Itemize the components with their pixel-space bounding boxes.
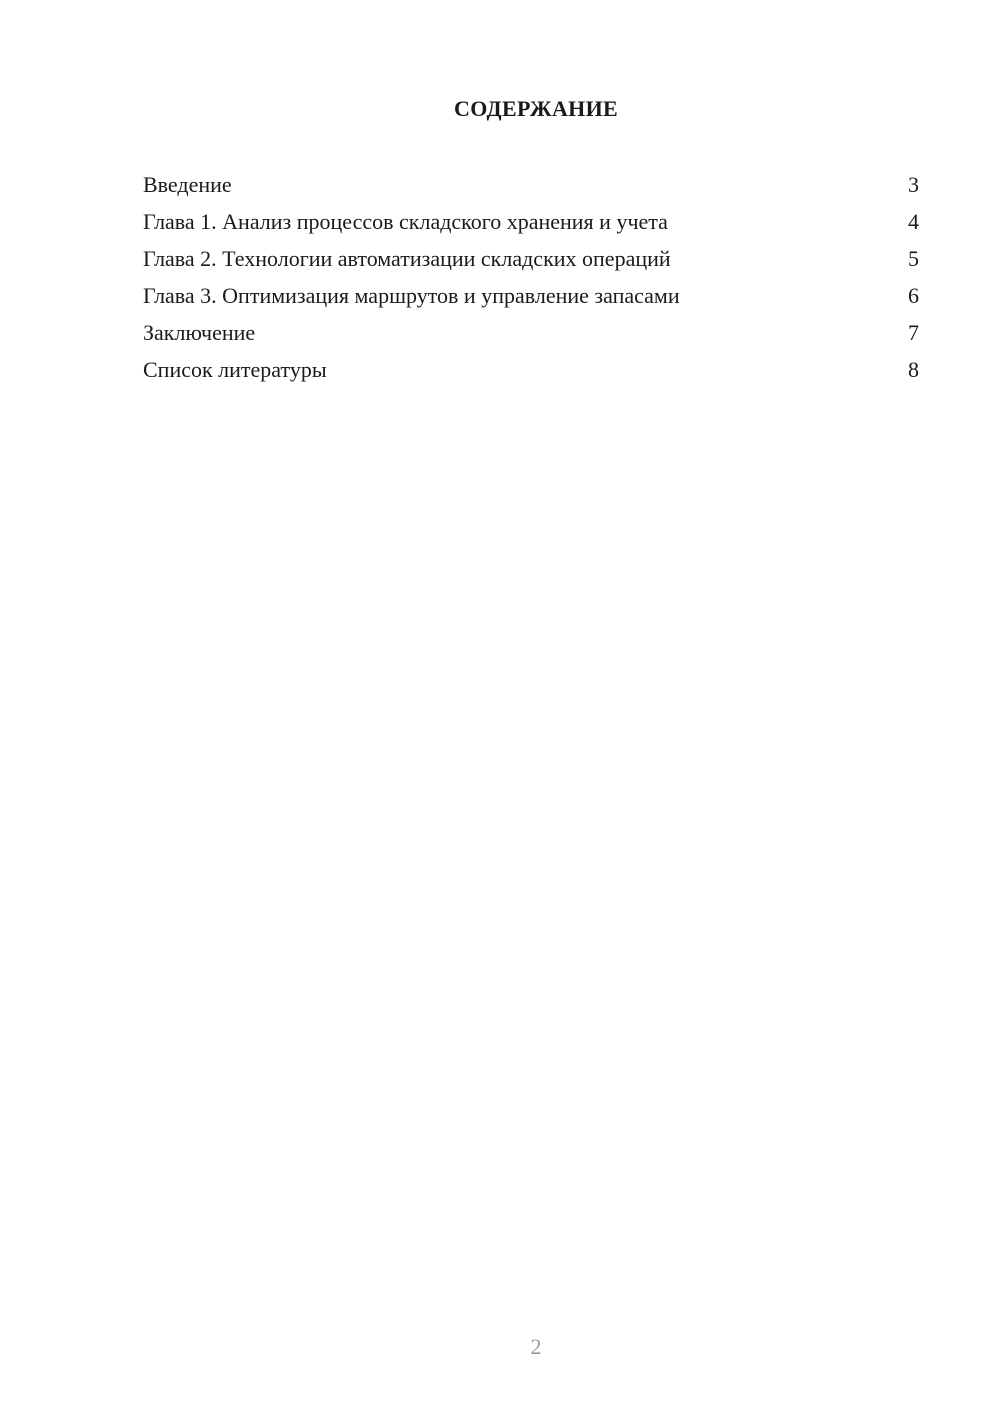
- toc-entry-page-number: 5: [908, 246, 919, 271]
- toc-entry-page-number: 3: [908, 172, 919, 197]
- toc-entry-page-number: 4: [908, 209, 919, 234]
- toc-entry-title: Заключение: [143, 320, 256, 345]
- toc-entry-title: Глава 2. Технологии автоматизации складских операций: [143, 246, 671, 271]
- table-of-contents: [143, 170, 919, 392]
- toc-entry-chapter-2: [143, 244, 919, 281]
- toc-entry-chapter-3: [143, 281, 919, 318]
- toc-entry-title: Список литературы: [143, 357, 327, 382]
- toc-entry-title: Введение: [143, 172, 232, 197]
- toc-entry-chapter-1: [143, 207, 919, 244]
- toc-entry-page-number: 6: [908, 283, 919, 308]
- toc-entry-references: [143, 355, 919, 392]
- toc-entry-title: Глава 1. Анализ процессов складского хранения и учета: [143, 209, 668, 234]
- toc-entry-page-number: 8: [908, 357, 919, 382]
- page-footer-number: 2: [530, 1334, 542, 1359]
- toc-entry-title: Глава 3. Оптимизация маршрутов и управление запасами: [143, 283, 680, 308]
- toc-entry-page-number: 7: [908, 320, 919, 345]
- toc-entry-introduction: [143, 170, 919, 207]
- page-title: СОДЕРЖАНИЕ: [454, 96, 618, 121]
- toc-entry-conclusion: [143, 318, 919, 355]
